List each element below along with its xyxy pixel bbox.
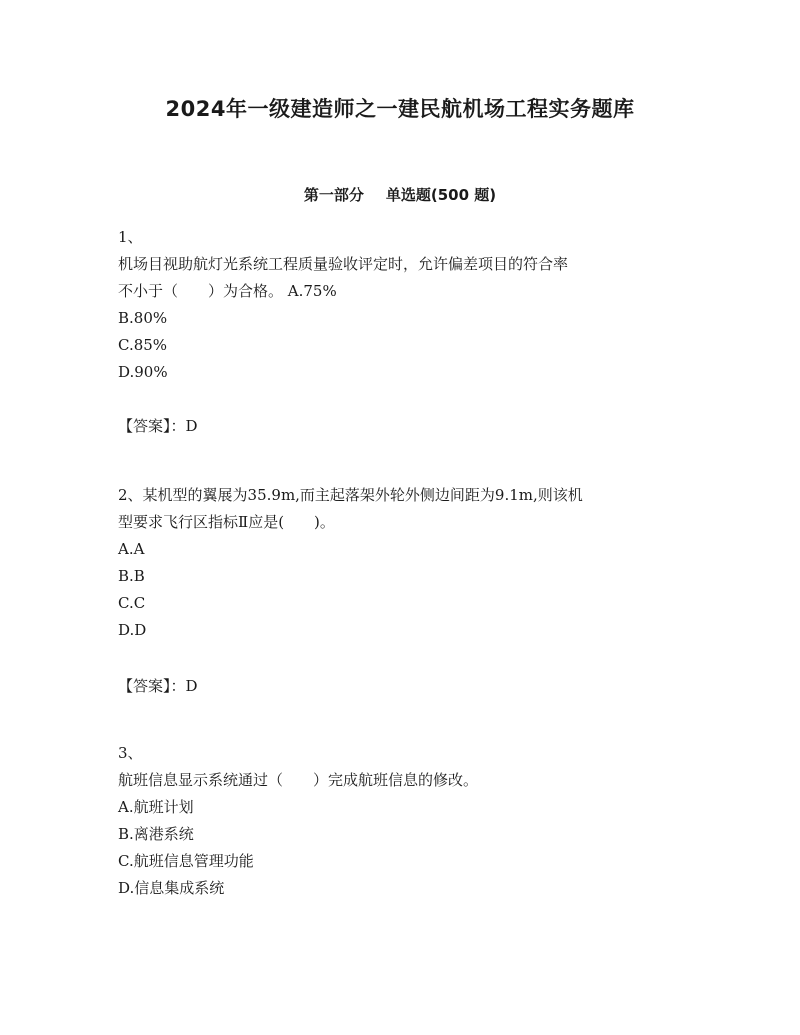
- question-1-option-b: B.80%: [118, 309, 168, 327]
- question-2-stem-line-2: 型要求飞行区指标Ⅱ应是( )。: [118, 513, 335, 531]
- question-3-option-a: A.航班计划: [118, 798, 194, 816]
- section-heading: [0, 184, 800, 206]
- question-2-answer: 【答案】：D: [118, 677, 198, 695]
- question-3-number: 3、: [118, 744, 143, 762]
- question-1-stem-line-1: 机场目视助航灯光系统工程质量验收评定时，允许偏差项目的符合率: [118, 255, 569, 273]
- question-2-option-c: C.C: [118, 594, 146, 612]
- question-2-option-a: A.A: [118, 540, 145, 558]
- question-2-stem-line-1: 2、某机型的翼展为35.9m,而主起落架外轮外侧边间距为9.1m,则该机: [118, 486, 583, 504]
- question-1-stem-line-2: 不小于（ ）为合格。 A.75%: [118, 282, 337, 300]
- question-2-option-d: D.D: [118, 621, 147, 639]
- question-1-answer: 【答案】：D: [118, 417, 198, 435]
- question-3-option-b: B.离港系统: [118, 825, 194, 843]
- document-title: 2024年一级建造师之一建民航机场工程实务题库: [165, 97, 635, 121]
- question-2-option-b: B.B: [118, 567, 145, 585]
- section-label: 单选题(500 题): [385, 186, 497, 204]
- question-3-option-d: D.信息集成系统: [118, 879, 225, 897]
- question-3-option-c: C.航班信息管理功能: [118, 852, 254, 870]
- question-1-number: 1、: [118, 228, 143, 246]
- question-1-option-d: D.90%: [118, 363, 168, 381]
- section-part: 第一部分: [303, 186, 364, 204]
- question-3-stem-line-1: 航班信息显示系统通过（ ）完成航班信息的修改。: [118, 771, 479, 789]
- question-1-option-c: C.85%: [118, 336, 168, 354]
